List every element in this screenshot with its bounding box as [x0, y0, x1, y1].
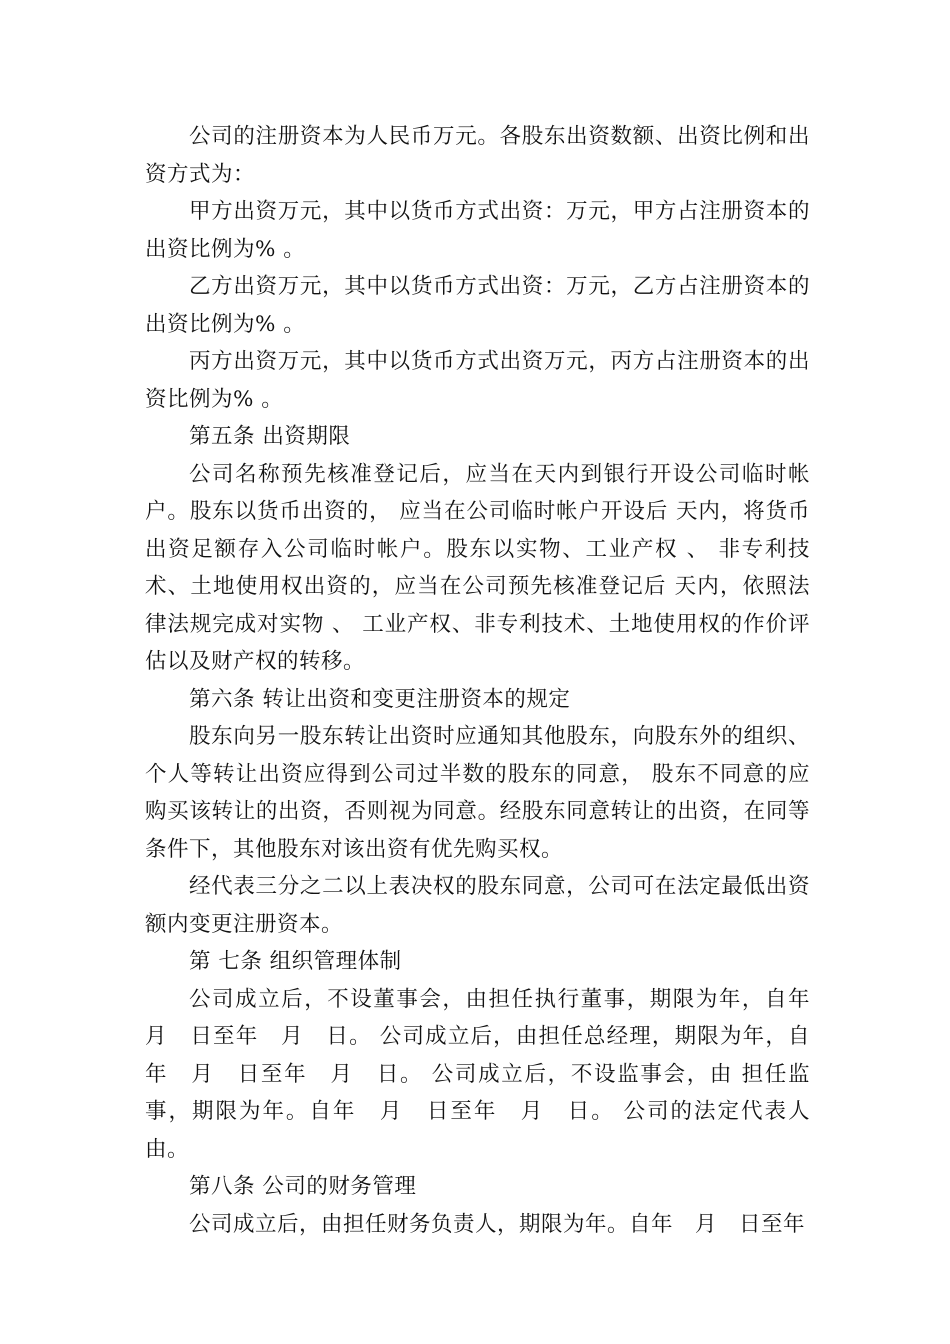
heading-article-6: 第六条 转让出资和变更注册资本的规定	[189, 686, 571, 712]
paragraph-registered-capital: 公司的注册资本为人民币万元。各股东出资数额、出资比例和出资方式为：	[145, 124, 810, 187]
paragraph-party-b-contribution: 乙方出资万元，其中以货币方式出资：万元，乙方占注册资本的出资比例为% 。	[145, 274, 810, 337]
paragraph-party-c-contribution: 丙方出资万元，其中以货币方式出资万元，丙方占注册资本的出资比例为% 。	[145, 349, 810, 412]
paragraph-party-a-contribution: 甲方出资万元，其中以货币方式出资：万元，甲方占注册资本的出资比例为% 。	[145, 199, 810, 262]
paragraph-financial-management: 公司成立后，由担任财务负责人，期限为年。自年 月 日至年	[189, 1211, 806, 1237]
paragraph-contribution-period: 公司名称预先核准登记后，应当在天内到银行开设公司临时帐户。股东以货币出资的， 应当在公司临时帐户开设后 天内，将货币出资足额存入公司临时帐户。股东以实物、工业产权 、 非专利技术、土地使用权出资的，应当在公司预先核准登记后 天内，依照法律法规完成对实物 、 工业产权、非专利技术、土地使用权的作价评估以及财产权的转移。	[145, 461, 810, 674]
paragraph-change-of-capital: 经代表三分之二以上表决权的股东同意，公司可在法定最低出资额内变更注册资本。	[145, 874, 810, 937]
document-page	[145, 118, 833, 1243]
heading-article-7: 第 七条 组织管理体制	[189, 949, 402, 974]
heading-article-8: 第八条 公司的财务管理	[189, 1174, 417, 1199]
paragraph-management-structure: 公司成立后，不设董事会，由担任执行董事，期限为年，自年 月 日至年 月 日。 公司成立后，由担任总经理，期限为年，自年 月 日至年 月 日。 公司成立后，不设监事会，由 担任监事，期限为年。自年 月 日至年 月 日。 公司的法定代表人由。	[145, 986, 833, 1162]
heading-article-5: 第五条 出资期限	[189, 424, 351, 449]
paragraph-transfer-of-contribution: 股东向另一股东转让出资时应通知其他股东，向股东外的组织、个人等转让出资应得到公司过半数的股东的同意， 股东不同意的应购买该转让的出资，否则视为同意。经股东同意转让的出资，在同等条件下，其他股东对该出资有优先购买权。	[145, 724, 810, 862]
